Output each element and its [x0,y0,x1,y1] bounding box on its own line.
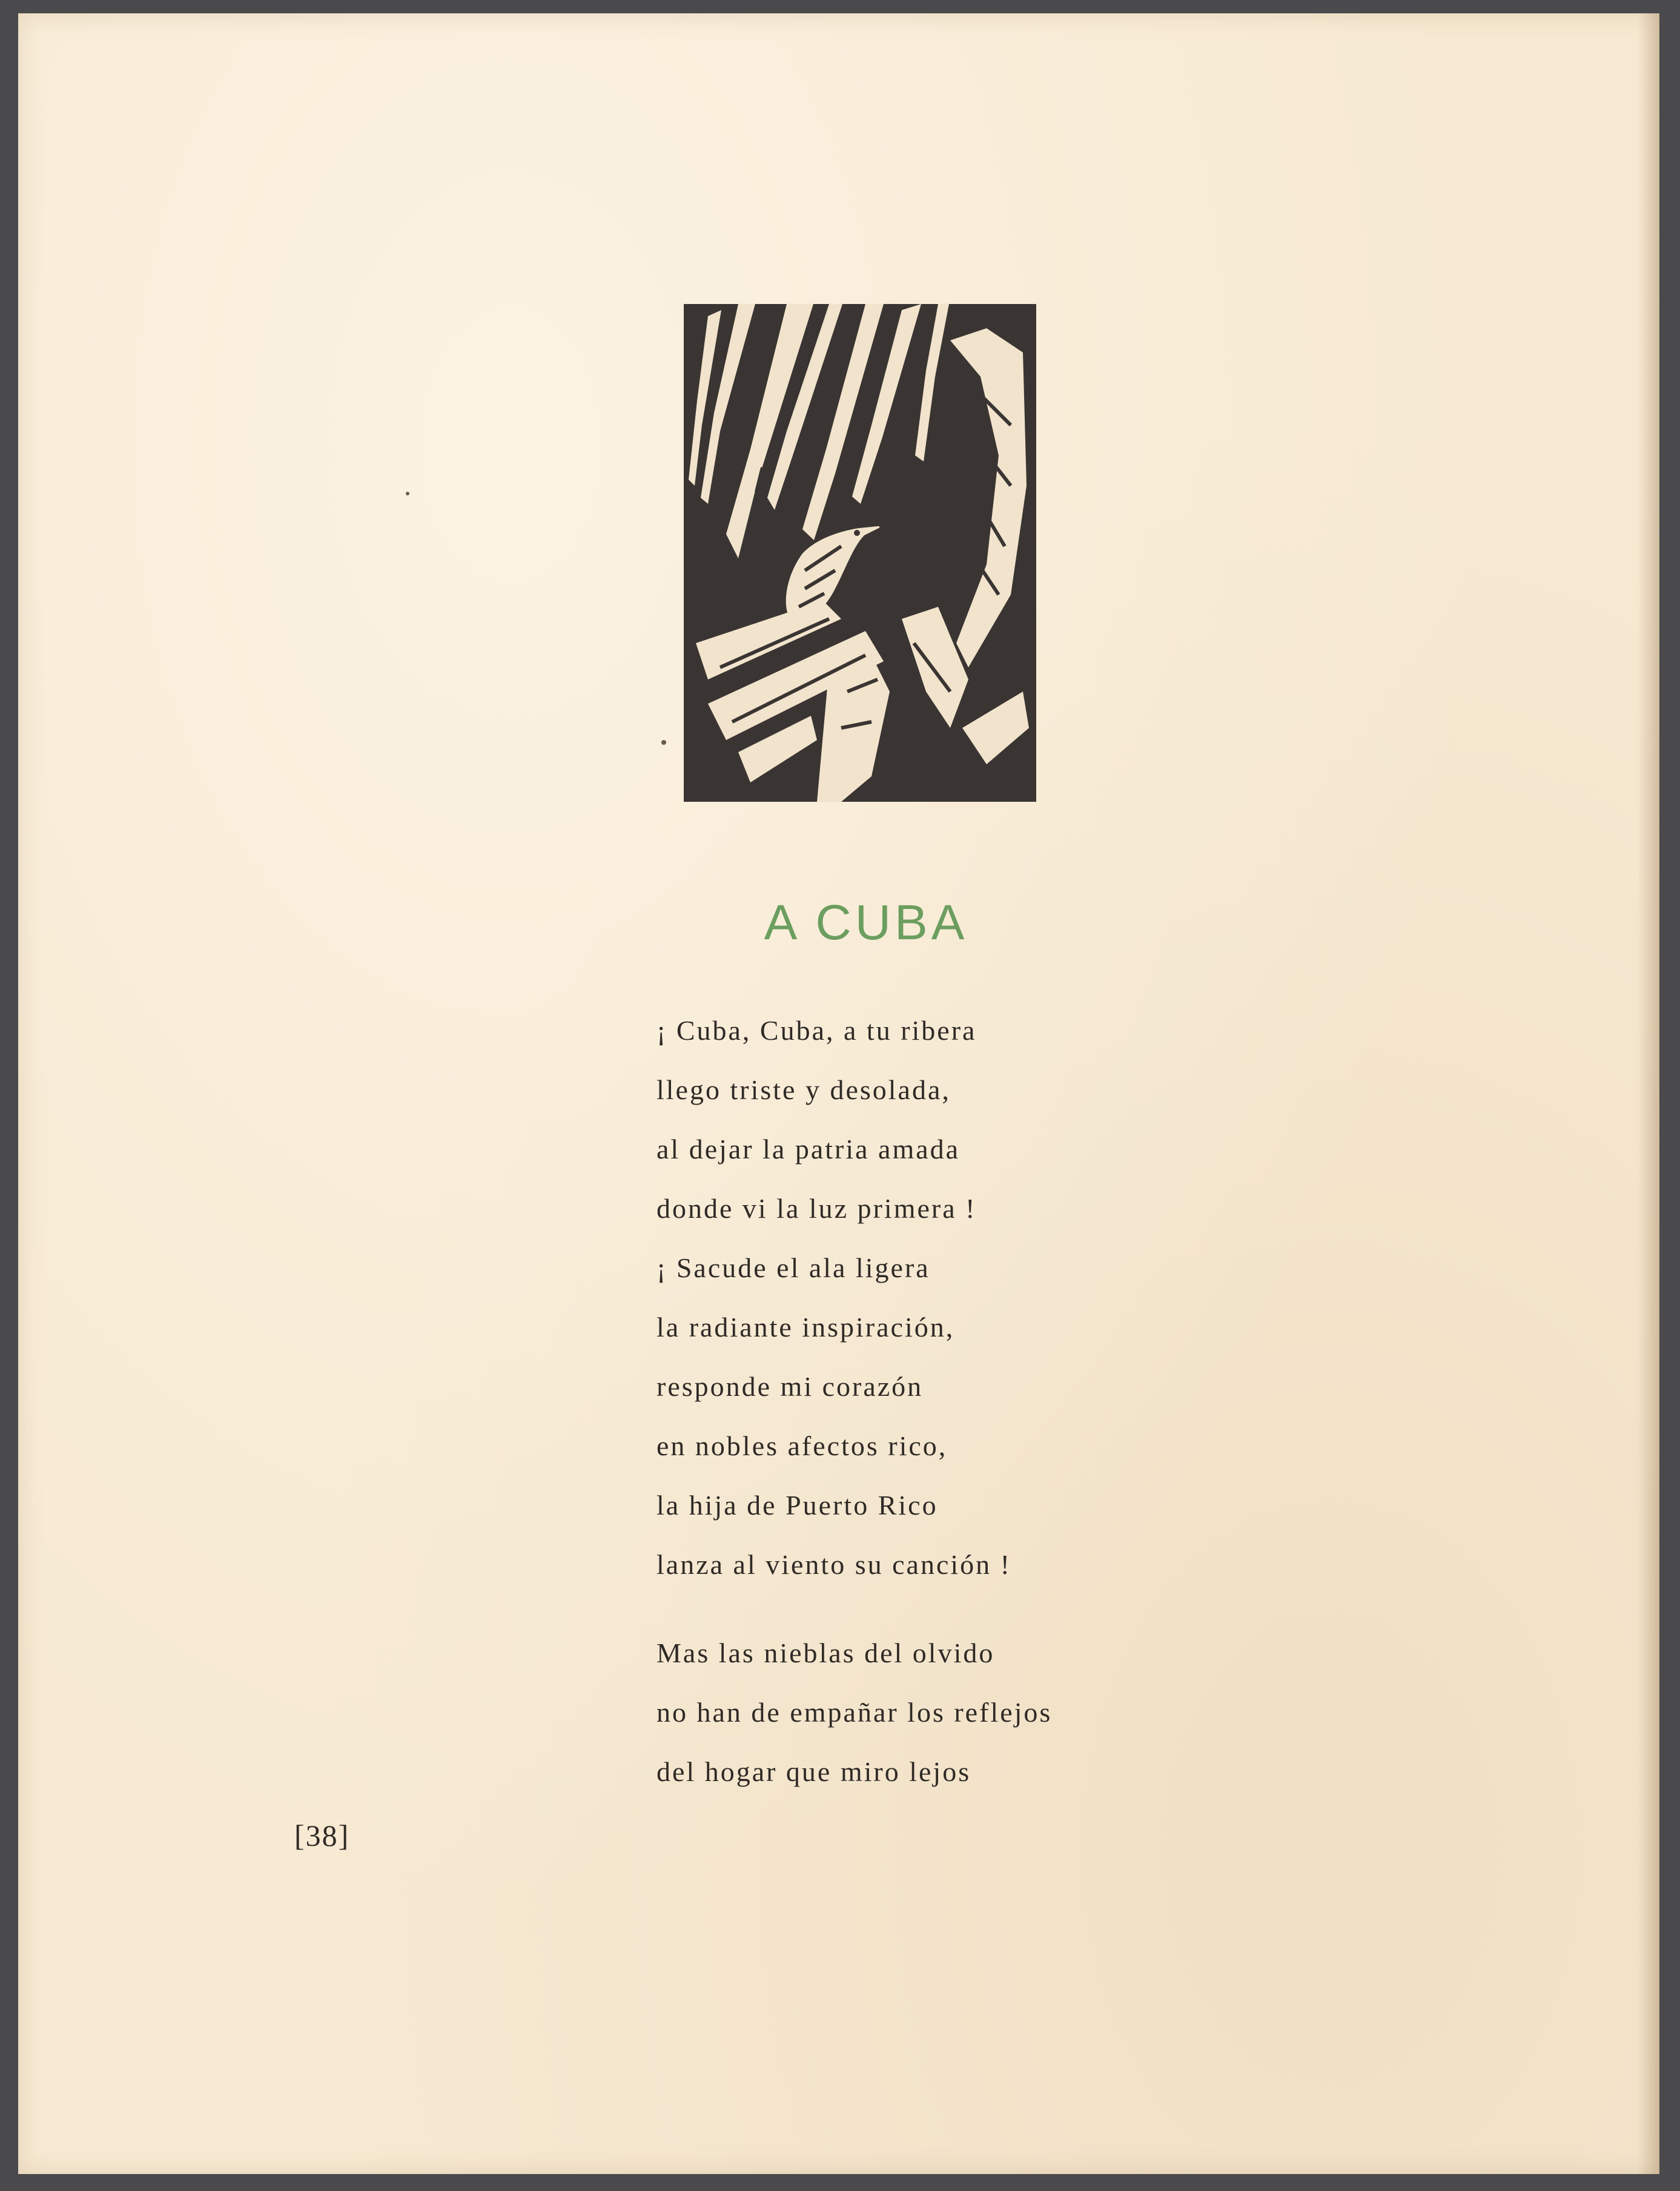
poem-line: Mas las nieblas del olvido [656,1637,995,1668]
poem-line: la radiante inspiración, [656,1312,955,1343]
poem-title: A CUBA [764,895,968,950]
poem-line: al dejar la patria amada [656,1134,961,1165]
woodcut-bird-illustration [684,304,1036,802]
poem-line: no han de empañar los reflejos [656,1697,1053,1728]
poem-line: del hogar que miro lejos [656,1756,971,1787]
poem-stanza-2 [656,1624,1052,1802]
poem-line: lanza al viento su canción ! [656,1549,1011,1580]
poem-line: responde mi corazón [656,1371,924,1402]
book-page [18,13,1659,2174]
poem-line: la hija de Puerto Rico [656,1490,938,1521]
page-edge-shadow [1638,13,1659,2174]
poem-stanza-1 [656,1001,1011,1595]
paper-speck [661,740,666,745]
poem-line: ¡ Sacude el ala ligera [656,1252,930,1283]
poem-line: en nobles afectos rico, [656,1430,948,1461]
poem-line: ¡ Cuba, Cuba, a tu ribera [656,1015,977,1046]
page-number: [38] [294,1819,350,1852]
paper-speck [406,492,409,495]
poem-line: donde vi la luz primera ! [656,1193,977,1224]
poem-line: llego triste y desolada, [656,1074,951,1105]
